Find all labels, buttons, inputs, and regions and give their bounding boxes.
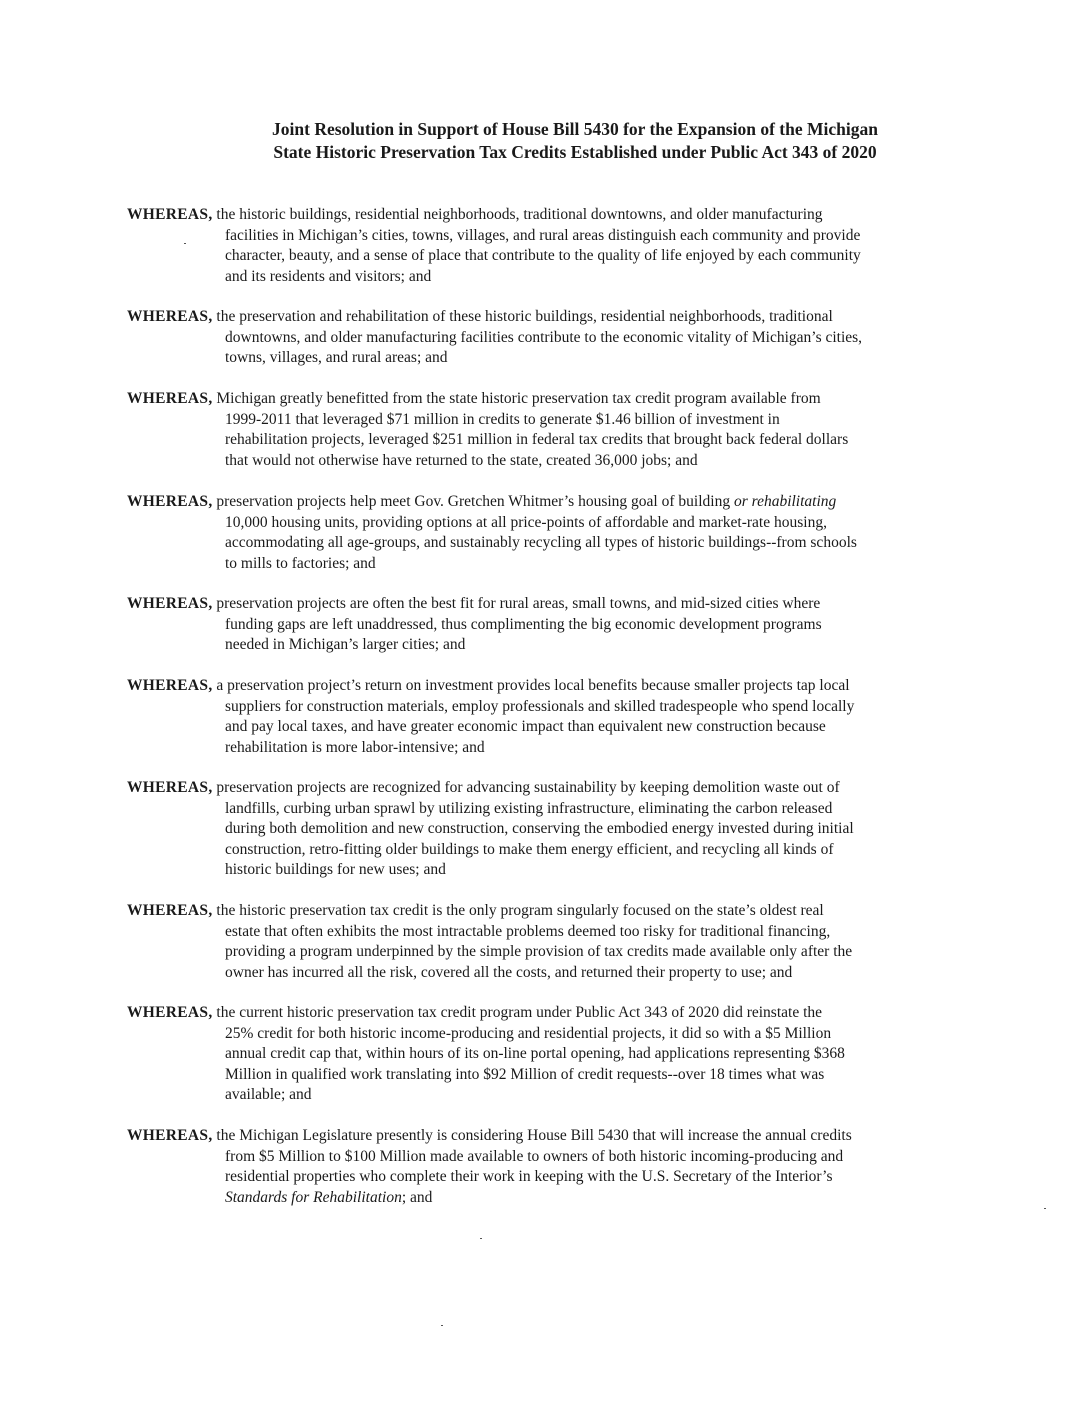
clause-text: ; and xyxy=(401,1188,433,1206)
clause-text: preservation projects are recognized for advancing sustainability by keeping demolition waste out of xyxy=(212,779,840,796)
clause-text: during both demolition and new construction, conserving the embodied energy invested during initial xyxy=(225,820,854,837)
whereas-clause-9 xyxy=(127,1003,977,1106)
clause-text: historic buildings for new uses; and xyxy=(225,861,446,878)
clause-text: and its residents and visitors; and xyxy=(225,267,432,285)
clause-text: rehabilitation is more labor-intensive; and xyxy=(225,738,485,756)
whereas-label: WHEREAS, xyxy=(127,677,213,694)
whereas-clause-3 xyxy=(127,389,977,471)
whereas-label: WHEREAS, xyxy=(127,595,213,612)
clause-text: the historic preservation tax credit is the only program singularly focused on the state’s oldest real xyxy=(212,902,824,919)
whereas-label: WHEREAS, xyxy=(127,206,213,223)
resolution-title xyxy=(150,118,1000,164)
clause-text: annual credit cap that, within hours of its on-line portal opening, had applications representing $368 xyxy=(225,1045,845,1062)
scan-speck xyxy=(480,1238,482,1239)
whereas-label: WHEREAS, xyxy=(127,779,213,796)
clause-text: rehabilitation projects, leveraged $251 million in federal tax credits that brought back federal dollars xyxy=(225,431,849,448)
clause-text: the Michigan Legislature presently is considering House Bill 5430 that will increase the annual credits xyxy=(212,1127,852,1144)
clause-text: character, beauty, and a sense of place that contribute to the quality of life enjoyed by each community xyxy=(225,247,861,264)
clause-text: owner has incurred all the risk, covered all the costs, and returned their property to use; and xyxy=(225,963,793,981)
whereas-label: WHEREAS, xyxy=(127,390,213,407)
clause-text: landfills, curbing urban sprawl by utilizing existing infrastructure, eliminating the carbon released xyxy=(225,799,833,817)
clause-text: and pay local taxes, and have greater economic impact than equivalent new construction because xyxy=(225,718,826,735)
clause-text: that would not otherwise have returned to the state, created 36,000 jobs; and xyxy=(225,451,698,469)
clause-text: from $5 Million to $100 Million made available to owners of both historic incoming-producing and xyxy=(225,1147,844,1165)
whereas-label: WHEREAS, xyxy=(127,308,213,325)
clause-text: preservation projects help meet Gov. Gretchen Whitmer’s housing goal of building xyxy=(212,493,734,510)
clause-text: towns, villages, and rural areas; and xyxy=(225,349,448,366)
whereas-label: WHEREAS, xyxy=(127,493,213,510)
clause-emphasis: Standards for Rehabilitation xyxy=(225,1188,402,1206)
clause-text: 25% credit for both historic income-producing and residential projects, it did so with a $5 Million xyxy=(225,1024,832,1042)
whereas-clause-10 xyxy=(127,1126,977,1208)
whereas-clause-7 xyxy=(127,778,977,881)
whereas-label: WHEREAS, xyxy=(127,1127,213,1144)
clause-text: accommodating all age-groups, and sustainably recycling all types of historic buildings--from schools xyxy=(225,534,857,551)
whereas-label: WHEREAS, xyxy=(127,1004,213,1021)
whereas-clause-6 xyxy=(127,676,977,758)
clause-text: preservation projects are often the best fit for rural areas, small towns, and mid-sized cities where xyxy=(212,595,821,612)
whereas-clause-5 xyxy=(127,594,977,656)
whereas-label: WHEREAS, xyxy=(127,902,213,919)
clause-emphasis: or rehabilitating xyxy=(733,493,837,510)
clause-text: the preservation and rehabilitation of these historic buildings, residential neighborhoods, traditional xyxy=(212,308,833,325)
whereas-clause-1 xyxy=(127,205,977,287)
clause-text: Michigan greatly benefitted from the state historic preservation tax credit program available from xyxy=(212,390,821,407)
clause-text: Million in qualified work translating into $92 Million of credit requests--over 18 times what was xyxy=(225,1065,825,1083)
scan-speck xyxy=(1044,1208,1046,1209)
clause-text: downtowns, and older manufacturing facilities contribute to the economic vitality of Michigan’s cities, xyxy=(225,328,863,346)
title-line-1: Joint Resolution in Support of House Bill 5430 for the Expansion of the Michigan xyxy=(272,119,878,139)
clause-text: construction, retro-fitting older buildings to make them energy efficient, and recycling all kinds of xyxy=(225,840,834,858)
whereas-clause-4 xyxy=(127,492,977,574)
clause-text: the historic buildings, residential neighborhoods, traditional downtowns, and older manufacturing xyxy=(212,206,823,223)
clause-text: available; and xyxy=(225,1086,312,1103)
clause-text: 1999-2011 that leveraged $71 million in credits to generate $1.46 billion of investment in xyxy=(225,410,780,428)
clause-text: suppliers for construction materials, employ professionals and skilled tradespeople who spend locally xyxy=(225,697,855,715)
clause-text: facilities in Michigan’s cities, towns, villages, and rural areas distinguish each community and provide xyxy=(225,226,861,244)
clause-text: funding gaps are left unaddressed, thus complimenting the big economic development programs xyxy=(225,615,822,633)
clause-text: a preservation project’s return on investment provides local benefits because smaller projects tap local xyxy=(212,677,850,694)
whereas-clause-8 xyxy=(127,901,977,983)
clause-text: providing a program underpinned by the simple provision of tax credits made available only after the xyxy=(225,943,853,960)
clause-text: to mills to factories; and xyxy=(225,554,376,572)
scan-speck xyxy=(184,243,186,244)
clause-text: the current historic preservation tax credit program under Public Act 343 of 2020 did reinstate the xyxy=(212,1004,823,1021)
scan-speck xyxy=(441,1325,443,1326)
clause-text: estate that often exhibits the most intractable problems deemed too risky for traditional financing, xyxy=(225,922,831,940)
clause-text: needed in Michigan’s larger cities; and xyxy=(225,636,466,653)
whereas-clause-2 xyxy=(127,307,977,369)
clause-text: 10,000 housing units, providing options at all price-points of affordable and market-rate housing, xyxy=(225,513,827,531)
title-line-2: State Historic Preservation Tax Credits Established under Public Act 343 of 2020 xyxy=(273,142,877,162)
clause-text: residential properties who complete their work in keeping with the U.S. Secretary of the Interior’s xyxy=(225,1168,833,1185)
